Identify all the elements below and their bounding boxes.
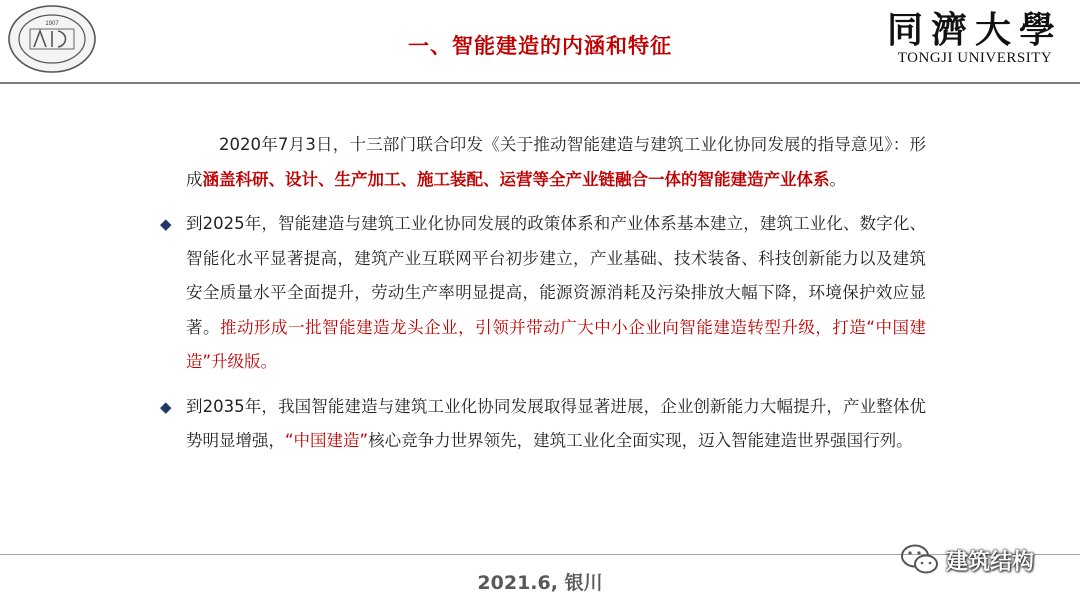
intro-paragraph (186, 128, 926, 197)
intro-emphasis: 涵盖科研、设计、生产加工、施工装配、运营等全产业链融合一体的智能建造产业体系 (202, 169, 830, 189)
intro-text: 2020年7月3日，十三部门联合印发《关于推动智能建造与建筑工业化协同发展的指导意见》：形成 (186, 135, 926, 189)
bullet-2025-text: 到2025年，智能建造与建筑工业化协同发展的政策体系和产业体系基本建立，建筑工业化、数字化、智能化水平显著提高，建筑产业互联网平台初步建立，产业基础、技术装备、科技创新能力以及建筑安全质量水平全面提升，劳动生产率明显提高，能源资源消耗及污染排放大幅下降，环境保护效应显著。 (186, 214, 926, 337)
diamond-bullet-icon: ◆ (160, 215, 172, 233)
bullet-2035-text: 到2035年，我国智能建造与建筑工业化协同发展取得显著进展，企业创新能力大幅提升，产业整体优势明显增强， (186, 396, 926, 450)
slide-body (160, 128, 926, 459)
bullet-2025-emphasis: 推动形成一批智能建造龙头企业，引领并带动广大中小企业向智能建造转型升级，打造“中国建造”升级版。 (186, 317, 926, 371)
watermark-text: 建筑结构 (946, 549, 1035, 575)
wechat-icon (900, 542, 940, 578)
diamond-bullet-icon: ◆ (160, 397, 172, 416)
bullet-2035-text-end: 核心竞争力世界领先，建筑工业化全面实现，迈入智能建造世界强国行列。 (368, 431, 913, 450)
university-logo-english: TONGJI UNIVERSITY (897, 50, 1053, 66)
slide-title: 一、智能建造的内涵和特征 (408, 34, 672, 58)
watermark (900, 540, 1034, 580)
bullet-2025 (160, 207, 926, 380)
bullet-2035-emphasis: “中国建造” (285, 431, 369, 450)
svg-text:1907: 1907 (45, 21, 59, 27)
bullet-2035 (160, 390, 926, 459)
intro-text-end: 。 (829, 169, 846, 189)
university-logo-chinese: 同濟大學 (886, 9, 1063, 51)
header-divider (0, 82, 1080, 84)
slide-header (0, 0, 1080, 82)
footer-date-location: 2021.6, 银川 (477, 572, 603, 594)
